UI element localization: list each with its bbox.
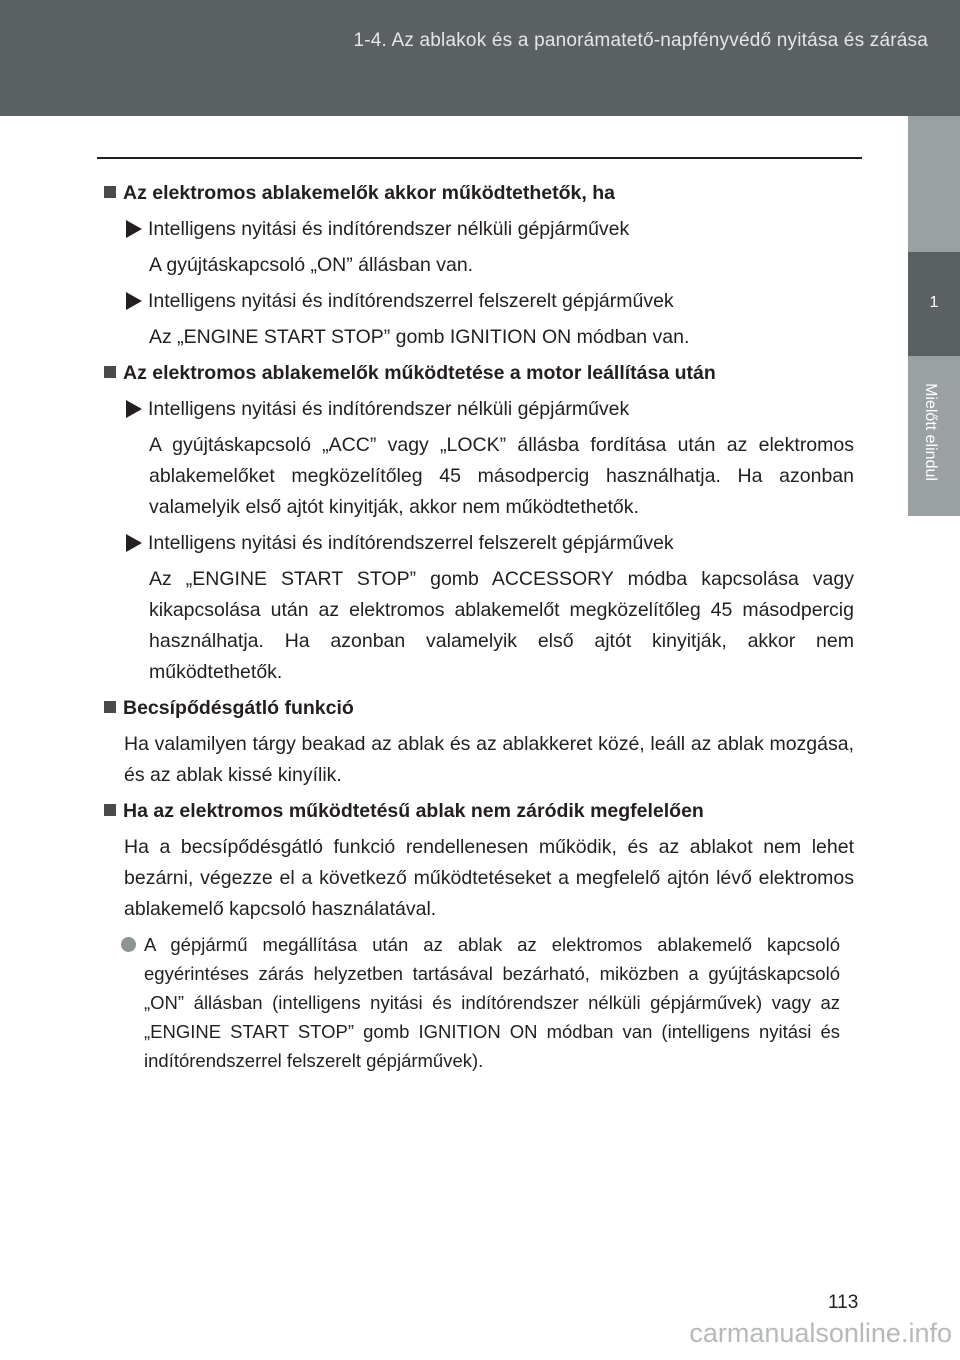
vehicle-variant-line: Intelligens nyitási és indítórendszer nélküli gépjárművek bbox=[126, 214, 854, 245]
section-heading: Ha az elektromos működtetésű ablak nem záródik megfelelően bbox=[104, 796, 854, 827]
page-content bbox=[104, 178, 854, 1075]
section-paragraph: Ha a becsípődésgátló funkció rendellenesen működik, és az ablakot nem lehet bezárni, végezze el a következő működtetéseket a megfelelő ajtón lévő elektromos ablakemelő kapcsoló használatával. bbox=[124, 836, 854, 920]
vehicle-variant-line: Intelligens nyitási és indítórendszer nélküli gépjárművek bbox=[126, 394, 854, 425]
arrow-right-icon bbox=[126, 400, 142, 418]
chapter-title: 1-4. Az ablakok és a panorámatető-napfényvédő nyitása és zárása bbox=[353, 30, 928, 51]
section-heading: Az elektromos ablakemelők működtetése a motor leállítása után bbox=[104, 358, 854, 389]
chapter-number-tab: 1 bbox=[908, 252, 960, 356]
square-bullet-icon bbox=[104, 366, 116, 378]
section-paragraph: Ha valamilyen tárgy beakad az ablak és az ablakkeret közé, leáll az ablak mozgása, és az ablak kissé kinyílik. bbox=[124, 733, 854, 786]
arrow-right-icon bbox=[126, 292, 142, 310]
top-divider bbox=[97, 157, 862, 159]
page-number: 113 bbox=[828, 1292, 859, 1313]
variant-description: A gyújtáskapcsoló „ON” állásban van. bbox=[149, 254, 474, 276]
watermark: carmanualsonline.info bbox=[689, 1318, 952, 1348]
square-bullet-icon bbox=[104, 186, 116, 198]
vehicle-variant-line: Intelligens nyitási és indítórendszerrel felszerelt gépjárművek bbox=[126, 286, 854, 317]
chapter-side-label: Mielőtt elindul bbox=[922, 383, 939, 481]
square-bullet-icon bbox=[104, 804, 116, 816]
section-heading: Az elektromos ablakemelők akkor működtethetők, ha bbox=[104, 178, 854, 209]
vehicle-variant-line: Intelligens nyitási és indítórendszerrel felszerelt gépjárművek bbox=[126, 528, 854, 559]
round-bullet-icon bbox=[121, 937, 136, 952]
variant-description: Az „ENGINE START STOP” gomb IGNITION ON módban van. bbox=[149, 326, 690, 348]
variant-description: Az „ENGINE START STOP” gomb ACCESSORY módba kapcsolása vagy kikapcsolása után az elektromos ablakemelőt megközelítőleg 45 másodpercig használhatja. Ha azonban valamelyik első ajtót kinyitják, akkor nem működtethetők. bbox=[149, 568, 854, 683]
arrow-right-icon bbox=[126, 220, 142, 238]
arrow-right-icon bbox=[126, 534, 142, 552]
variant-description: A gyújtáskapcsoló „ACC” vagy „LOCK” állásba fordítása után az elektromos ablakemelőket megközelítőleg 45 másodpercig használhatja. Ha azonban valamelyik első ajtót kinyitják, akkor nem működtethetők. bbox=[149, 434, 854, 518]
bullet-item: A gépjármű megállítása után az ablak az elektromos ablakemelő kapcsoló egyérintéses zárás helyzetben tartásával bezárható, miközben a gyújtáskapcsoló „ON” állásban (intelligens nyitási és indítórendszer nélküli gépjárművek) vagy az „ENGINE START STOP” gomb IGNITION ON módban van (intelligens nyitási és indítórendszerrel felszerelt gépjárművek). bbox=[144, 930, 840, 1075]
header-bar bbox=[0, 0, 960, 116]
square-bullet-icon bbox=[104, 701, 116, 713]
section-heading: Becsípődésgátló funkció bbox=[104, 693, 854, 724]
